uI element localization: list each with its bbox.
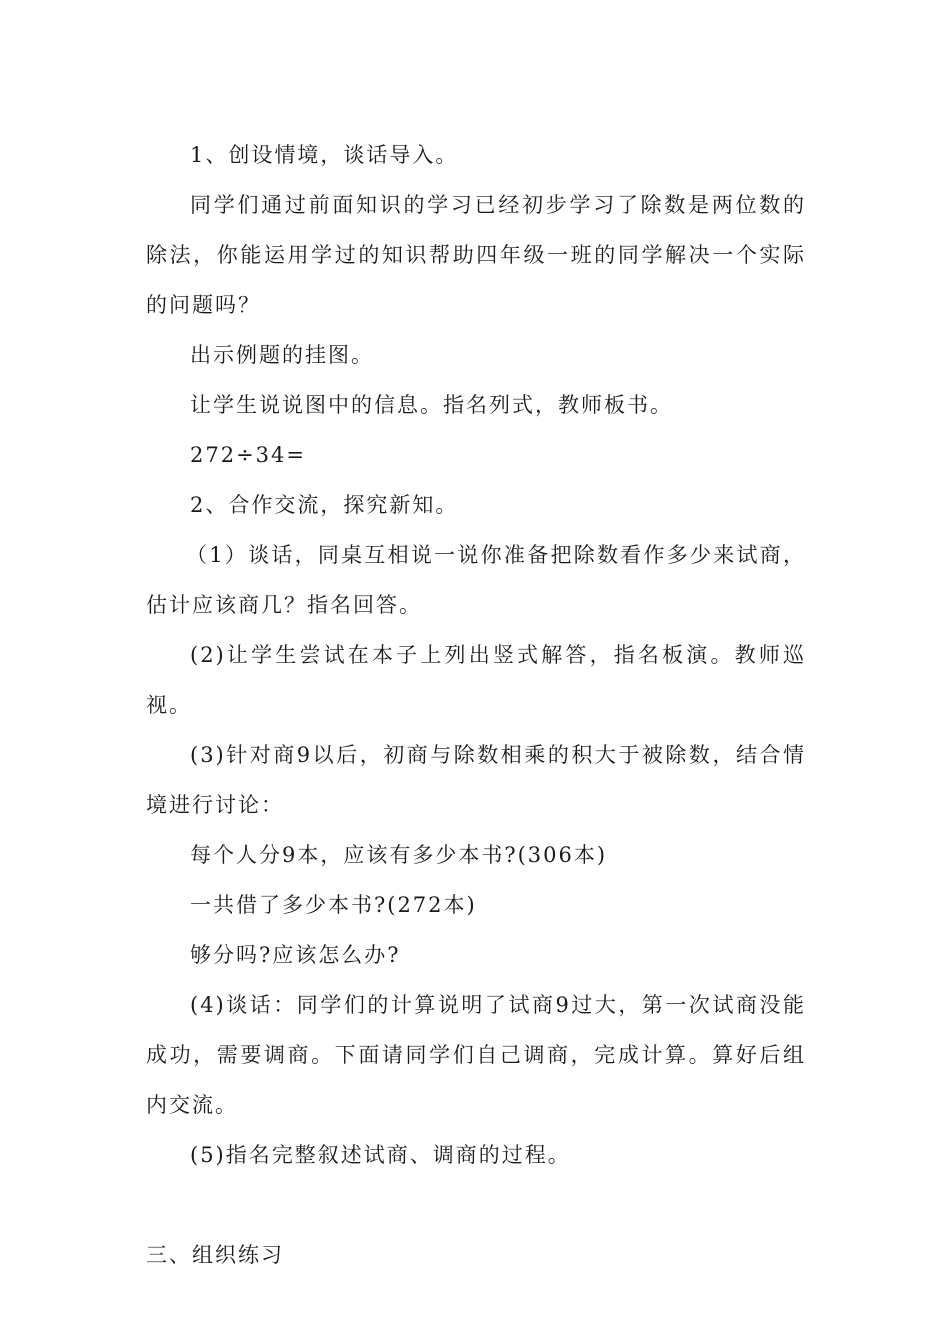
paragraph-question-2: 一共借了多少本书?(272本) [190, 893, 477, 917]
paragraph-equation: 272÷34= [190, 443, 306, 467]
paragraph-students-info: 让学生说说图中的信息。指名列式，教师板书。 [190, 393, 673, 417]
paragraph-item-4: (4)谈话：同学们的计算说明了试商9过大，第一次试商没能成功，需要调商。下面请同学们自己调商，完成计算。算好后组内交流。 [146, 993, 806, 1117]
paragraph-item-5: (5)指名完整叙述试商、调商的过程。 [190, 1143, 571, 1167]
section-title: 三、组织练习 [146, 1243, 284, 1267]
paragraph-show-picture: 出示例题的挂图。 [190, 343, 374, 367]
document-body [146, 130, 806, 1280]
paragraph-intro: 同学们通过前面知识的学习已经初步学习了除数是两位数的除法，你能运用学过的知识帮助四年级一班的同学解决一个实际的问题吗？ [146, 193, 806, 317]
paragraph-question-3: 够分吗?应该怎么办? [190, 943, 401, 967]
section-spacer [146, 1180, 806, 1230]
paragraph-question-1: 每个人分9本，应该有多少本书?(306本) [190, 843, 608, 867]
paragraph-item-2: (2)让学生尝试在本子上列出竖式解答，指名板演。教师巡视。 [146, 643, 806, 717]
paragraph-step-1-heading: 1、创设情境，谈话导入。 [190, 143, 459, 167]
paragraph-item-3: (3)针对商9以后，初商与除数相乘的积大于被除数，结合情境进行讨论： [146, 743, 806, 817]
paragraph-step-2-heading: 2、合作交流，探究新知。 [190, 493, 459, 517]
paragraph-item-1: （1）谈话，同桌互相说一说你准备把除数看作多少来试商，估计应该商几？指名回答。 [146, 543, 806, 617]
